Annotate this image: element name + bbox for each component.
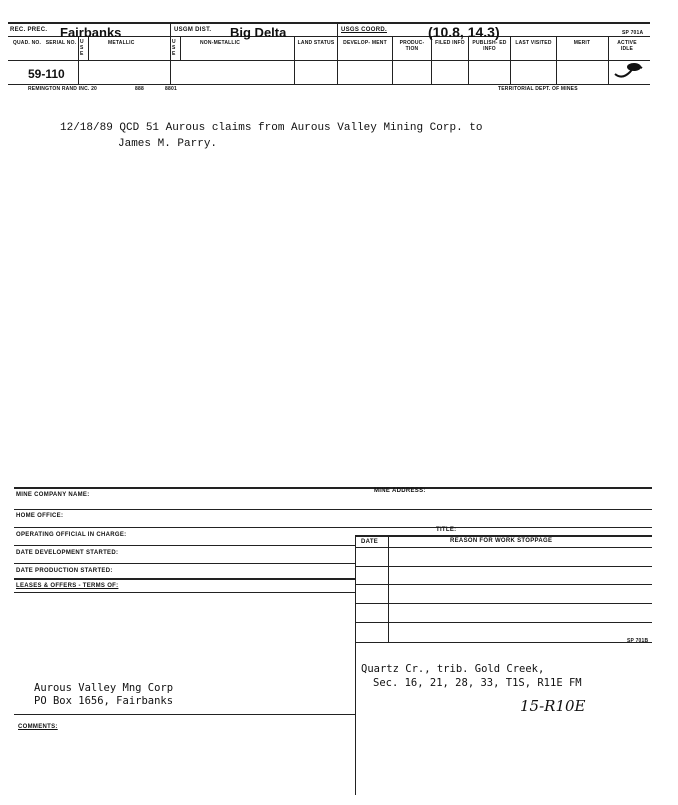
use-label-nonmetallic: USE bbox=[172, 39, 176, 57]
development-label: DEVELOP- MENT bbox=[343, 40, 387, 46]
handwritten-range-note: 15-R10E bbox=[520, 697, 586, 715]
home-office-label: HOME OFFICE: bbox=[16, 513, 64, 519]
location-line-1: Quartz Cr., trib. Gold Creek, bbox=[361, 663, 545, 675]
date-development-label: DATE DEVELOPMENT STARTED: bbox=[16, 550, 119, 556]
last-visited-label: LAST VISITED bbox=[515, 40, 552, 46]
printer-code-2: 8801 bbox=[165, 86, 177, 92]
quad-serial-value: 59-110 bbox=[28, 67, 65, 81]
use-label-metallic: USE bbox=[80, 39, 84, 57]
date-production-label: DATE PRODUCTION STARTED: bbox=[16, 568, 113, 574]
usgs-coord-label: USGS COORD. bbox=[341, 27, 387, 33]
form-number-top: SP 701A bbox=[622, 30, 644, 36]
printer-line: REMINGTON RAND INC. 20 bbox=[28, 86, 98, 92]
title-label: TITLE: bbox=[436, 527, 457, 533]
form-number-bottom: SP 701B bbox=[627, 638, 649, 644]
reason-column-label: REASON FOR WORK STOPPAGE bbox=[450, 538, 553, 544]
published-info-label: PUBLISH- ED INFO bbox=[472, 40, 507, 52]
active-stamp-icon bbox=[612, 58, 644, 80]
usgs-coord-value: (10.8, 14.3) bbox=[428, 24, 500, 40]
land-status-label: LAND STATUS bbox=[297, 40, 335, 46]
operating-official-label: OPERATING OFFICIAL IN CHARGE: bbox=[16, 532, 127, 538]
location-line-2: Sec. 16, 21, 28, 33, T1S, R11E FM bbox=[373, 677, 582, 689]
leases-label: LEASES & OFFERS - TERMS OF: bbox=[16, 583, 119, 589]
rec-prec-label: REC. PREC. bbox=[10, 27, 48, 33]
metallic-label: METALLIC bbox=[108, 40, 135, 46]
date-column-label: DATE bbox=[361, 539, 379, 545]
company-line-1: Aurous Valley Mng Corp bbox=[34, 682, 174, 694]
merit-label: MERIT bbox=[573, 40, 591, 46]
entry-line-1: 12/18/89 QCD 51 Aurous claims from Aurous Valley Mining Corp. to bbox=[60, 122, 483, 134]
rec-prec-value: Fairbanks bbox=[60, 25, 122, 40]
printer-code-1: 888 bbox=[135, 86, 144, 92]
mine-company-label: MINE COMPANY NAME: bbox=[16, 492, 90, 498]
production-label: PRODUC- TION bbox=[399, 40, 425, 52]
filed-info-label: FILED INFO bbox=[435, 40, 465, 46]
mine-address-label: MINE ADDRESS: bbox=[374, 488, 426, 494]
serial-no-label: SERIAL NO. bbox=[45, 40, 77, 46]
usgm-dist-value: Big Delta bbox=[230, 25, 287, 40]
quad-no-label: QUAD. NO. bbox=[12, 40, 42, 46]
entry-line-2: James M. Parry. bbox=[118, 138, 218, 150]
comments-label: COMMENTS: bbox=[18, 724, 58, 730]
nonmetallic-label: NON-METALLIC bbox=[200, 40, 241, 46]
active-idle-label: ACTIVE IDLE bbox=[617, 40, 637, 52]
dept-label: TERRITORIAL DEPT. OF MINES bbox=[498, 86, 578, 92]
company-line-2: PO Box 1656, Fairbanks bbox=[34, 695, 174, 707]
usgm-dist-label: USGM DIST. bbox=[174, 27, 212, 33]
